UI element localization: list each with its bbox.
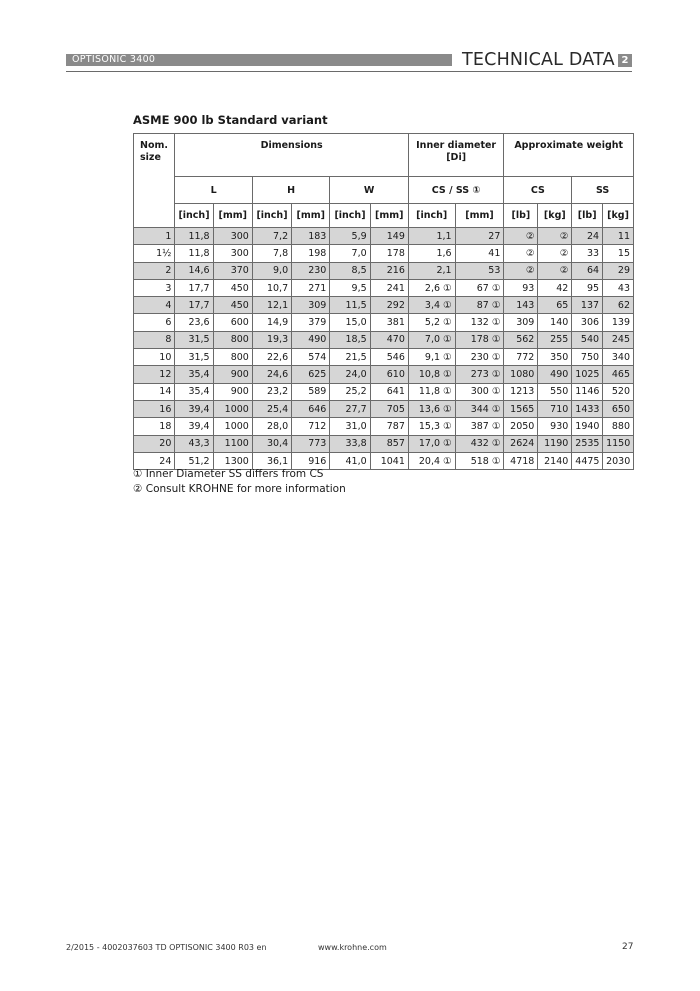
nom-size-cell: 3: [134, 279, 175, 296]
table-cell: 65: [538, 297, 572, 314]
nom-size-cell: 20: [134, 435, 175, 452]
table-cell: 17,7: [175, 297, 213, 314]
table-cell: 7,0: [330, 245, 370, 262]
table-cell: 22,6: [252, 349, 291, 366]
table-cell: 23,6: [175, 314, 213, 331]
table-cell: 9,5: [330, 279, 370, 296]
nom-size-cell: 2: [134, 262, 175, 279]
table-cell: 306: [572, 314, 603, 331]
table-cell: 198: [292, 245, 330, 262]
table-cell: 23,2: [252, 383, 291, 400]
table-cell: 930: [538, 418, 572, 435]
table-cell: 10,8 ①: [408, 366, 455, 383]
table-cell: 705: [370, 400, 408, 417]
unit-header: [mm]: [213, 204, 252, 228]
table-cell: 140: [538, 314, 572, 331]
table-cell: 2050: [504, 418, 538, 435]
table-cell: 465: [603, 366, 634, 383]
table-cell: 2140: [538, 452, 572, 469]
table-cell: 9,1 ①: [408, 349, 455, 366]
table-cell: 625: [292, 366, 330, 383]
table-cell: 271: [292, 279, 330, 296]
table-cell: 14,6: [175, 262, 213, 279]
col-w-header: W: [330, 177, 409, 204]
table-cell: 137: [572, 297, 603, 314]
nom-size-header: Nom. size: [134, 134, 175, 228]
header-section-number: 2: [618, 54, 632, 67]
table-cell: 33: [572, 245, 603, 262]
table-cell: 35,4: [175, 366, 213, 383]
table-cell: 31,0: [330, 418, 370, 435]
unit-header: [kg]: [603, 204, 634, 228]
table-cell: 7,0 ①: [408, 331, 455, 348]
table-cell: 33,8: [330, 435, 370, 452]
footer-page-number: 27: [622, 942, 634, 952]
table-cell: 64: [572, 262, 603, 279]
table-cell: ②: [504, 228, 538, 245]
table-cell: 4718: [504, 452, 538, 469]
table-cell: 41,0: [330, 452, 370, 469]
table-cell: 42: [538, 279, 572, 296]
table-row: [134, 383, 634, 400]
table-cell: 589: [292, 383, 330, 400]
table-cell: 1100: [213, 435, 252, 452]
table-row: [134, 418, 634, 435]
col-cs-ss-header: CS / SS ①: [408, 177, 504, 204]
table-cell: 11,5: [330, 297, 370, 314]
table-cell: 19,3: [252, 331, 291, 348]
table-cell: 300 ①: [455, 383, 504, 400]
table-row: [134, 400, 634, 417]
nom-size-cell: 14: [134, 383, 175, 400]
table-cell: 28,0: [252, 418, 291, 435]
unit-header: [kg]: [538, 204, 572, 228]
table-cell: 27: [455, 228, 504, 245]
table-cell: 7,8: [252, 245, 291, 262]
table-cell: 1025: [572, 366, 603, 383]
table-cell: 574: [292, 349, 330, 366]
table-cell: ②: [504, 245, 538, 262]
nom-size-cell: 8: [134, 331, 175, 348]
unit-header: [mm]: [455, 204, 504, 228]
nom-size-cell: 18: [134, 418, 175, 435]
table-cell: 712: [292, 418, 330, 435]
table-cell: 641: [370, 383, 408, 400]
table-cell: 17,0 ①: [408, 435, 455, 452]
header-section-title: TECHNICAL DATA: [462, 50, 615, 70]
table-cell: 540: [572, 331, 603, 348]
header-product-name: OPTISONIC 3400: [72, 54, 156, 65]
table-cell: 2535: [572, 435, 603, 452]
table-cell: 370: [213, 262, 252, 279]
table-cell: 149: [370, 228, 408, 245]
table-cell: 550: [538, 383, 572, 400]
table-cell: 2030: [603, 452, 634, 469]
col-cs-header: CS: [504, 177, 572, 204]
table-cell: 900: [213, 383, 252, 400]
table-cell: 646: [292, 400, 330, 417]
table-row: [134, 349, 634, 366]
table-cell: 178: [370, 245, 408, 262]
table-cell: 12,1: [252, 297, 291, 314]
table-cell: 4475: [572, 452, 603, 469]
table-cell: 183: [292, 228, 330, 245]
table-cell: 87 ①: [455, 297, 504, 314]
table-row: [134, 245, 634, 262]
table-cell: 490: [292, 331, 330, 348]
table-cell: 255: [538, 331, 572, 348]
table-cell: 857: [370, 435, 408, 452]
footer-doc-ref: 2/2015 - 4002037603 TD OPTISONIC 3400 R03 en: [66, 943, 267, 952]
table-cell: 230: [292, 262, 330, 279]
table-cell: 562: [504, 331, 538, 348]
table-cell: 379: [292, 314, 330, 331]
header-rule: [66, 71, 632, 72]
table-cell: 490: [538, 366, 572, 383]
table-cell: 178 ①: [455, 331, 504, 348]
table-cell: 710: [538, 400, 572, 417]
table-cell: 518 ①: [455, 452, 504, 469]
table-cell: 20,4 ①: [408, 452, 455, 469]
table-row: [134, 279, 634, 296]
table-cell: 1000: [213, 418, 252, 435]
table-cell: 1433: [572, 400, 603, 417]
table-cell: 25,4: [252, 400, 291, 417]
table-cell: 800: [213, 331, 252, 348]
table-cell: 300: [213, 228, 252, 245]
table-cell: 25,2: [330, 383, 370, 400]
table-cell: 245: [603, 331, 634, 348]
table-cell: ②: [538, 262, 572, 279]
table-cell: 880: [603, 418, 634, 435]
table-cell: 31,5: [175, 331, 213, 348]
col-ss-header: SS: [572, 177, 634, 204]
table-cell: 381: [370, 314, 408, 331]
header-product-bar: [66, 54, 452, 66]
table-cell: 1190: [538, 435, 572, 452]
footnote-2: ② Consult KROHNE for more information: [133, 483, 346, 495]
col-l-header: L: [175, 177, 252, 204]
table-cell: 1000: [213, 400, 252, 417]
table-cell: 15,3 ①: [408, 418, 455, 435]
inner-diameter-header: Inner diameter [Di]: [408, 134, 504, 177]
table-cell: 14,9: [252, 314, 291, 331]
table-cell: 7,2: [252, 228, 291, 245]
table-cell: 67 ①: [455, 279, 504, 296]
unit-header: [inch]: [252, 204, 291, 228]
table-cell: 36,1: [252, 452, 291, 469]
table-cell: 24: [572, 228, 603, 245]
table-cell: 27,7: [330, 400, 370, 417]
table-cell: 2,6 ①: [408, 279, 455, 296]
table-cell: 300: [213, 245, 252, 262]
table-cell: 432 ①: [455, 435, 504, 452]
table-cell: 93: [504, 279, 538, 296]
table-row: [134, 228, 634, 245]
section-title: ASME 900 lb Standard variant: [133, 113, 328, 127]
col-h-header: H: [252, 177, 329, 204]
table-body: [134, 228, 634, 470]
table-cell: 15: [603, 245, 634, 262]
table-cell: 800: [213, 349, 252, 366]
table-cell: ②: [538, 228, 572, 245]
table-cell: 900: [213, 366, 252, 383]
table-cell: 273 ①: [455, 366, 504, 383]
table-cell: 13,6 ①: [408, 400, 455, 417]
footnote-1: ① Inner Diameter SS differs from CS: [133, 468, 324, 480]
nom-size-cell: 4: [134, 297, 175, 314]
dimensions-weight-table: [133, 133, 634, 470]
table-cell: 9,0: [252, 262, 291, 279]
unit-header: [lb]: [572, 204, 603, 228]
table-cell: 5,9: [330, 228, 370, 245]
table-cell: 43: [603, 279, 634, 296]
table-cell: 600: [213, 314, 252, 331]
table-cell: 1300: [213, 452, 252, 469]
unit-header: [mm]: [370, 204, 408, 228]
unit-row: [134, 204, 634, 228]
table-row: [134, 262, 634, 279]
table-cell: 340: [603, 349, 634, 366]
table-cell: 387 ①: [455, 418, 504, 435]
table-cell: 43,3: [175, 435, 213, 452]
table-cell: 546: [370, 349, 408, 366]
table-cell: 1146: [572, 383, 603, 400]
table-cell: 241: [370, 279, 408, 296]
table-cell: 350: [538, 349, 572, 366]
table-cell: 11,8: [175, 245, 213, 262]
table-cell: 15,0: [330, 314, 370, 331]
table-cell: 39,4: [175, 418, 213, 435]
nom-size-cell: 12: [134, 366, 175, 383]
table-cell: 11,8 ①: [408, 383, 455, 400]
table-cell: 470: [370, 331, 408, 348]
table-cell: 450: [213, 279, 252, 296]
table-cell: 5,2 ①: [408, 314, 455, 331]
unit-header: [lb]: [504, 204, 538, 228]
footer-website: www.krohne.com: [318, 943, 387, 952]
nom-size-cell: 10: [134, 349, 175, 366]
table-cell: 1041: [370, 452, 408, 469]
table-row: [134, 314, 634, 331]
table-cell: 750: [572, 349, 603, 366]
table-cell: 51,2: [175, 452, 213, 469]
table-cell: 143: [504, 297, 538, 314]
table-cell: 18,5: [330, 331, 370, 348]
unit-header: [inch]: [408, 204, 455, 228]
table-cell: 17,7: [175, 279, 213, 296]
table-cell: 21,5: [330, 349, 370, 366]
table-cell: 3,4 ①: [408, 297, 455, 314]
nom-size-cell: 6: [134, 314, 175, 331]
unit-header: [mm]: [292, 204, 330, 228]
table-cell: 39,4: [175, 400, 213, 417]
table-cell: 10,7: [252, 279, 291, 296]
table-cell: 11: [603, 228, 634, 245]
table-cell: 1940: [572, 418, 603, 435]
table-cell: 1080: [504, 366, 538, 383]
table-cell: 62: [603, 297, 634, 314]
table-row: [134, 366, 634, 383]
table-cell: 8,5: [330, 262, 370, 279]
dimensions-header: Dimensions: [175, 134, 408, 177]
table-cell: 2,1: [408, 262, 455, 279]
table-cell: 24,6: [252, 366, 291, 383]
table-cell: 2624: [504, 435, 538, 452]
table-cell: 132 ①: [455, 314, 504, 331]
table-cell: 772: [504, 349, 538, 366]
table-cell: ②: [504, 262, 538, 279]
nom-size-cell: 16: [134, 400, 175, 417]
table-cell: 1,1: [408, 228, 455, 245]
table-cell: 1,6: [408, 245, 455, 262]
table-row: [134, 297, 634, 314]
table-cell: 344 ①: [455, 400, 504, 417]
unit-header: [inch]: [175, 204, 213, 228]
table-cell: 773: [292, 435, 330, 452]
table-cell: 230 ①: [455, 349, 504, 366]
table-cell: 24,0: [330, 366, 370, 383]
approx-weight-header: Approximate weight: [504, 134, 634, 177]
table-cell: 787: [370, 418, 408, 435]
table-cell: 53: [455, 262, 504, 279]
table-cell: 610: [370, 366, 408, 383]
table-cell: 450: [213, 297, 252, 314]
table-cell: 30,4: [252, 435, 291, 452]
table-cell: 41: [455, 245, 504, 262]
table-cell: 309: [504, 314, 538, 331]
unit-header: [inch]: [330, 204, 370, 228]
table-cell: ②: [538, 245, 572, 262]
table-cell: 650: [603, 400, 634, 417]
table-cell: 309: [292, 297, 330, 314]
table-cell: 1565: [504, 400, 538, 417]
table-cell: 216: [370, 262, 408, 279]
table-cell: 139: [603, 314, 634, 331]
table-cell: 11,8: [175, 228, 213, 245]
table-cell: 520: [603, 383, 634, 400]
table-cell: 292: [370, 297, 408, 314]
nom-size-cell: 1: [134, 228, 175, 245]
table-cell: 35,4: [175, 383, 213, 400]
table-row: [134, 435, 634, 452]
table-cell: 1150: [603, 435, 634, 452]
table-cell: 916: [292, 452, 330, 469]
table-cell: 1213: [504, 383, 538, 400]
nom-size-cell: 24: [134, 452, 175, 469]
table-cell: 29: [603, 262, 634, 279]
nom-size-cell: 1½: [134, 245, 175, 262]
table-cell: 31,5: [175, 349, 213, 366]
table-cell: 95: [572, 279, 603, 296]
table-row: [134, 331, 634, 348]
